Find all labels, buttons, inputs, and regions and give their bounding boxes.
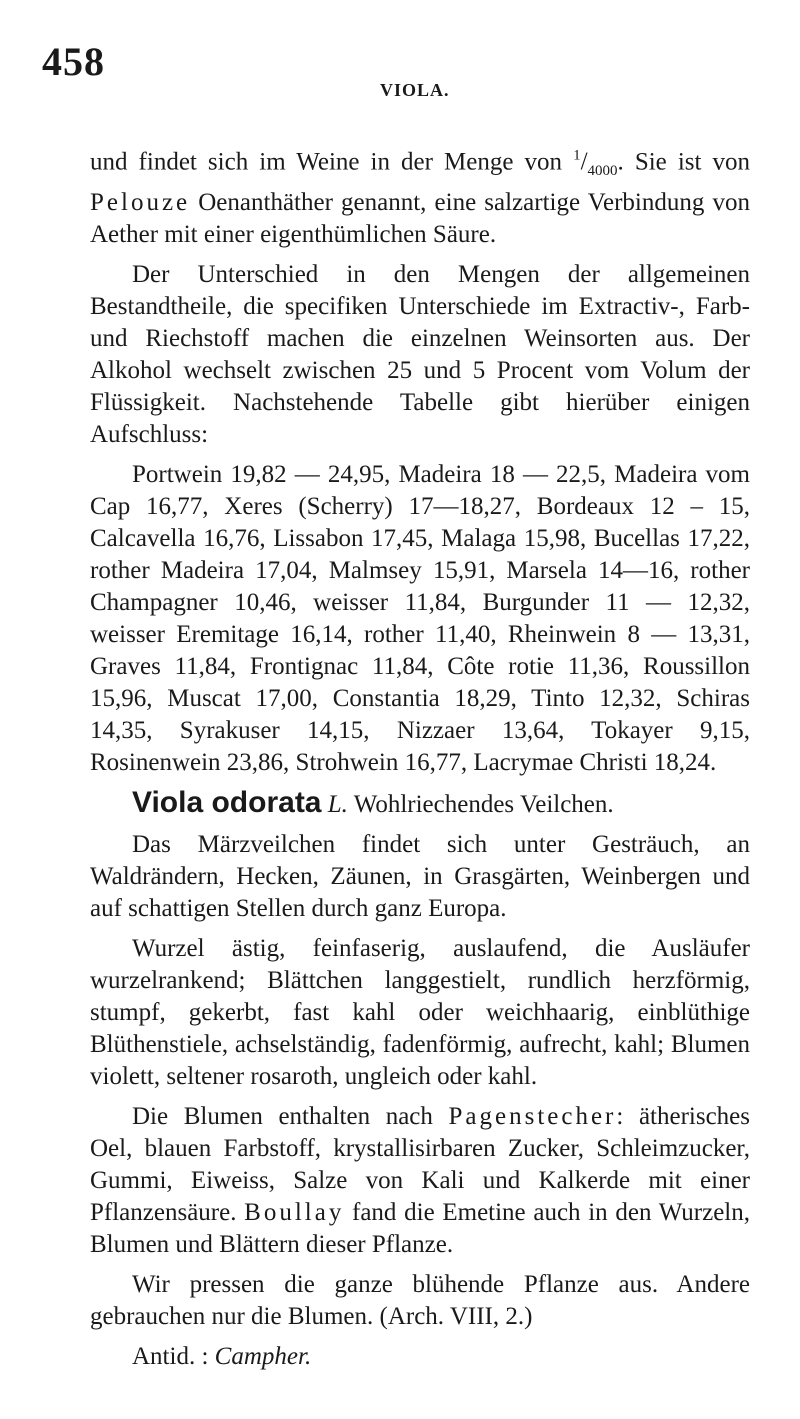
paragraph-6 [90, 1101, 750, 1261]
body-text [90, 140, 750, 1381]
fraction-denominator: 4000 [587, 163, 618, 180]
paragraph-3-wine-table: Portwein 19,82 — 24,95, Madeira 18 — 22,5, Madeira vom Cap 16,77, Xeres (Scherry) 17—18,27, Bordeaux 12 – 15, Calcavella 16,76, Lissabon 17,45, Malaga 15,98, Bucellas 17,22, rother Madeira 17,04, Malmsey 15,91, Marsela 14—16, rother Champagner 10,46, weisser 11,84, Burgunder 11 — 12,32, weisser Eremitage 16,14, rother 11,40, Rheinwein 8 — 13,31, Graves 11,84, Frontignac 11,84, Côte rotie 11,36, Roussillon 15,96, Muscat 17,00, Constantia 18,29, Tinto 12,32, Schiras 14,35, Syrakuser 14,15, Nizzaer 13,64, Tokayer 9,15, Rosinenwein 23,86, Strohwein 16,77, Lacrymae Christi 18,24. [90, 461, 750, 777]
heading-common-name: Wohlriechendes Veilchen. [353, 791, 614, 819]
paragraph-2: Der Unterschied in den Mengen der allgemeinen Bestandtheile, die specifiken Unterschiede im Extractiv-, Farb- und Riechstoff machen die einzelnen Weinsorten aus. Der Alkohol wechselt zwischen 25 und 5 Procent vom Volum der Flüssigkeit. Nachstehende Tabelle gibt hierüber einigen Aufschluss: [90, 261, 750, 449]
fraction-numerator: 1 [573, 148, 581, 164]
para6-text-a: Die Blumen enthalten nach [132, 1103, 449, 1131]
author-name-pagenstecher: Pagenstecher [448, 1103, 617, 1131]
fraction: $^1/_{4000}$ [573, 148, 618, 180]
para6-text-b: : ätherisches Oel, blauen Farbstoff, krystallisirbaren Zucker, Schleimzucker, Gummi, Eiweiss, Salze von Kali und Kalkerde mit einer Pflanzensäure. [90, 1103, 750, 1227]
para6-text-c: fand die Emetine auch in den Wurzeln, Blumen und Blättern dieser Pflanze. [90, 1199, 750, 1259]
para1-text-b: . Sie ist von [617, 148, 751, 176]
heading-author: L. [327, 791, 348, 819]
paragraph-5: Wurzel ästig, feinfaserig, auslaufend, die Ausläufer wurzelrankend; Blättchen langgestielt, rundlich herzförmig, stumpf, gekerbt, fast kahl oder weichhaarig, einblüthige Blüthenstiele, achselständig, fadenförmig, aufrecht, kahl; Blumen violett, seltener rosaroth, ungleich oder kahl. [90, 935, 750, 1091]
paragraph-4: Das Märzveilchen findet sich unter Gesträuch, an Waldrändern, Hecken, Zäunen, in Grasgärten, Weinbergen und auf schattigen Stellen durch ganz Europa. [90, 831, 750, 923]
para1-text-c: Oenanthäther genannt, eine salzartige Verbindung von Aether mit einer eigenthümlichen Säure. [90, 189, 750, 249]
para1-text-a: und findet sich im Weine in der Menge von [90, 148, 574, 176]
antidote-line [90, 1341, 750, 1373]
author-name-pelouze: Pelouze [90, 189, 191, 217]
heading-title: Viola odorata [132, 786, 322, 820]
author-name-boullay: Boullay [244, 1199, 345, 1227]
antidote-value: Campher. [214, 1343, 312, 1371]
antidote-label: Antid. : [132, 1343, 215, 1371]
paragraph-1 [90, 140, 750, 251]
section-heading [90, 787, 750, 821]
page-number: 458 [42, 39, 105, 84]
running-head: VIOLA. [380, 80, 450, 100]
paragraph-7: Wir pressen die ganze blühende Pflanze aus. Andere gebrauchen nur die Blumen. (Arch. VIII, 2.) [90, 1271, 750, 1331]
